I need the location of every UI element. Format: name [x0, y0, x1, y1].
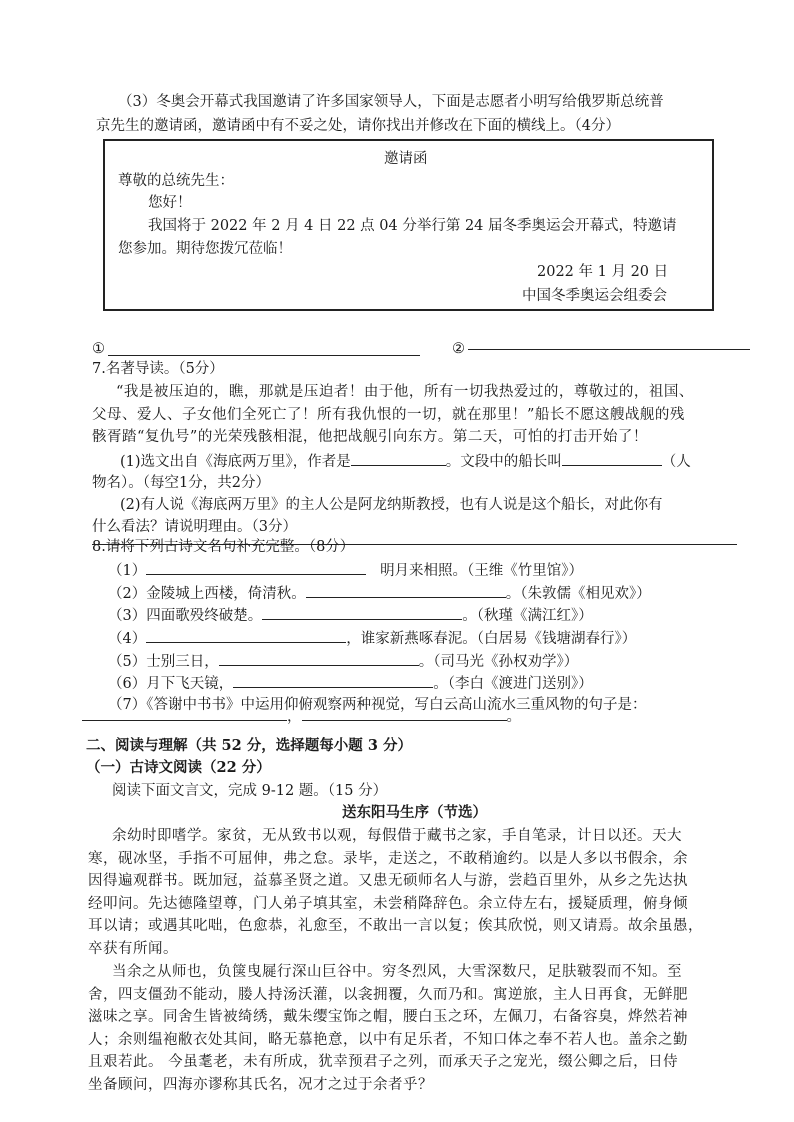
q8-item-4-post: ，谁家新燕啄春泥。（白居易《钱塘湖春行》） — [346, 631, 637, 647]
q7-sub2-line-1: (2)有人说《海底两万里》的主人公是阿龙纳斯教授，也有人说是这个船长，对此你有 — [120, 497, 663, 513]
q7-sub1-text-c: （人 — [661, 454, 691, 470]
q8-item-6-blank[interactable] — [233, 673, 433, 688]
q8-item-6 — [108, 673, 593, 693]
passage-line-6: 卒获有所闻。 — [88, 941, 178, 957]
q8-title: 8.请将下列古诗文名句补充完整。（8分） — [92, 539, 355, 555]
passage-line-7: 当余之从师也，负箧曳屣行深山巨谷中。穷冬烈风，大雪深数尺，足肤皲裂而不知。至 — [112, 964, 682, 980]
q8-item-6-post: 。（李白《渡进门送别》） — [433, 676, 593, 692]
letter-signature: 中国冬季奥运会组委会 — [522, 288, 667, 304]
q8-item-5-pre: （5）士别三日， — [108, 654, 219, 670]
q8-item-2 — [108, 583, 651, 603]
answer-mark-2: ② — [452, 341, 465, 357]
q8-item-3-blank[interactable] — [262, 605, 462, 620]
passage-line-2: 寒，砚冰坚，手指不可屈伸，弗之怠。录毕，走送之，不敢稍逾约。以是人多以书假余，余 — [88, 851, 688, 867]
letter-salutation: 尊敬的总统先生： — [118, 173, 234, 189]
q8-item-1-post: 明月来相照。（王维《竹里馆》） — [380, 563, 584, 579]
q7-captain-blank[interactable] — [562, 451, 662, 466]
letter-body-2: 您参加。期待您拨冗莅临！ — [118, 241, 292, 257]
q8-item-7-answers — [82, 706, 521, 726]
q8-item-1-pre: （1） — [108, 563, 147, 579]
q7-quote-line-1: “我是被压迫的，瞧，那就是压迫者！由于他，所有一切我热爱过的，尊敬过的，祖国、 — [116, 384, 694, 400]
q8-item-2-post: 。（朱敦儒《相见欢》） — [505, 586, 651, 602]
answer-line-2[interactable] — [468, 349, 750, 350]
q8-item-5-blank[interactable] — [219, 651, 419, 666]
q8-item-3 — [108, 605, 593, 625]
passage-line-10: 人；余则缊袍敝衣处其间，略无慕艳意，以中有足乐者，不知口体之奉不若人也。盖余之勤 — [88, 1032, 688, 1048]
q7-sub2-line-2: 什么看法？请说明理由。（3分） — [92, 519, 297, 535]
passage-title: 送东阳马生序（节选） — [342, 804, 487, 821]
q8-item-6-pre: （6）月下飞天镜， — [108, 676, 234, 692]
q7-title: 7.名著导读。（5分） — [92, 361, 224, 377]
q8-item-1-blank[interactable] — [146, 560, 366, 575]
passage-line-8: 舍，四支僵劲不能动，媵人持汤沃灌，以衾拥覆，久而乃和。寓逆旅，主人日再食，无鲜肥 — [88, 987, 688, 1003]
q8-item-3-pre: （3）四面歌殁终破楚。 — [108, 608, 263, 624]
passage-line-5: 耳以请；或遇其叱咄，色愈恭，礼愈至，不敢出一言以复；俟其欣悦，则又请焉。故余虽愚， — [88, 918, 703, 934]
section2-title: 二、阅读与理解（共 52 分，选择题每小题 3 分） — [86, 737, 412, 754]
q8-item-4 — [108, 628, 636, 648]
q7-sub1-text-a: (1)选文出自《海底两万里》，作者是 — [120, 454, 351, 470]
answer-mark-1: ① — [92, 341, 105, 357]
q8-item-4-blank[interactable] — [146, 628, 346, 643]
section2-subtitle: （一）古诗文阅读（22 分） — [86, 759, 271, 776]
q8-item-1 — [108, 560, 583, 580]
q8-item-4-pre: （4） — [108, 631, 147, 647]
q8-item-5-post: 。（司马光《孙权劝学》） — [418, 654, 579, 670]
q8-item-2-blank[interactable] — [306, 583, 506, 598]
passage-line-1: 余幼时即嗜学。家贫，无从致书以观，每假借于藏书之家，手自笔录，计日以还。天大 — [112, 828, 682, 844]
q7-quote-line-3: 骸胥踏“复仇号”的光荣残骸相混，他把战舰引向东方。第二天，可怕的打击开始了！ — [92, 429, 648, 445]
q8-item-7-blank-1[interactable] — [82, 706, 287, 721]
q8-item-7: （7）《答谢中书书》中运用仰俯观察两种视觉，写白云高山流水三重风物的句子是： — [108, 697, 647, 713]
letter-date: 2022 年 1 月 20 日 — [537, 264, 669, 280]
passage-line-4: 经叩问。先达德隆望尊，门人弟子填其室，未尝稍降辞色。余立侍左右，援疑质理，俯身倾 — [88, 896, 688, 912]
q8-item-7-blank-2[interactable] — [302, 706, 507, 721]
q7-quote-line-2: 父母、爱人、子女他们全死亡了！所有我仇恨的一切，就在那里！”船长不愿这艘战舰的残 — [92, 407, 685, 423]
q7-sub1-line-2: 物名）。（每空1分，共2分） — [92, 475, 270, 491]
q7-sub1-line-1 — [120, 451, 691, 471]
q3-line-2: 京先生的邀请函，邀请函中有不妥之处，请你找出并修改在下面的横线上。（4分） — [96, 118, 620, 134]
q8-item-3-post: 。（秋瑾《满江红》） — [462, 608, 593, 624]
q8-item-5 — [108, 651, 578, 671]
q8-item-2-pre: （2）金陵城上西楼，倚清秋。 — [108, 586, 306, 602]
q8-item-7-comma: ， — [287, 709, 302, 725]
letter-body-1: 我国将于 2022 年 2 月 4 日 22 点 04 分举行第 24 届冬季奥运会开幕式，特邀请 — [148, 218, 677, 234]
passage-line-3: 因得遍观群书。既加冠，益慕圣贤之道。又患无硕师名人与游，尝趋百里外，从乡之先达执 — [88, 873, 688, 889]
q8-item-7-period: 。 — [506, 709, 521, 725]
passage-line-12: 坐备顾问，四海亦谬称其氏名，况才之过于余者乎？ — [88, 1077, 433, 1093]
passage-line-11: 且艰若此。 今虽耄老，未有所成，犹幸预君子之列，而承天子之宠光，缀公卿之后，日侍 — [88, 1054, 679, 1070]
answer-line-1[interactable] — [108, 355, 420, 356]
letter-title: 邀请函 — [384, 151, 428, 167]
q7-sub1-text-b: 。文段中的船长叫 — [445, 454, 562, 470]
q3-line-1: （3）冬奥会开幕式我国邀请了许多国家领导人，下面是志愿者小明写给俄罗斯总统普 — [118, 94, 664, 110]
section2-instruction: 阅读下面文言文，完成 9-12 题。（15 分） — [112, 783, 388, 799]
passage-line-9: 滋味之享。同舍生皆被绮绣，戴朱缨宝饰之帽，腰白玉之环，左佩刀，右备容臭，烨然若神 — [88, 1009, 688, 1025]
letter-greeting: 您好！ — [148, 195, 192, 211]
q7-author-blank[interactable] — [351, 451, 446, 466]
